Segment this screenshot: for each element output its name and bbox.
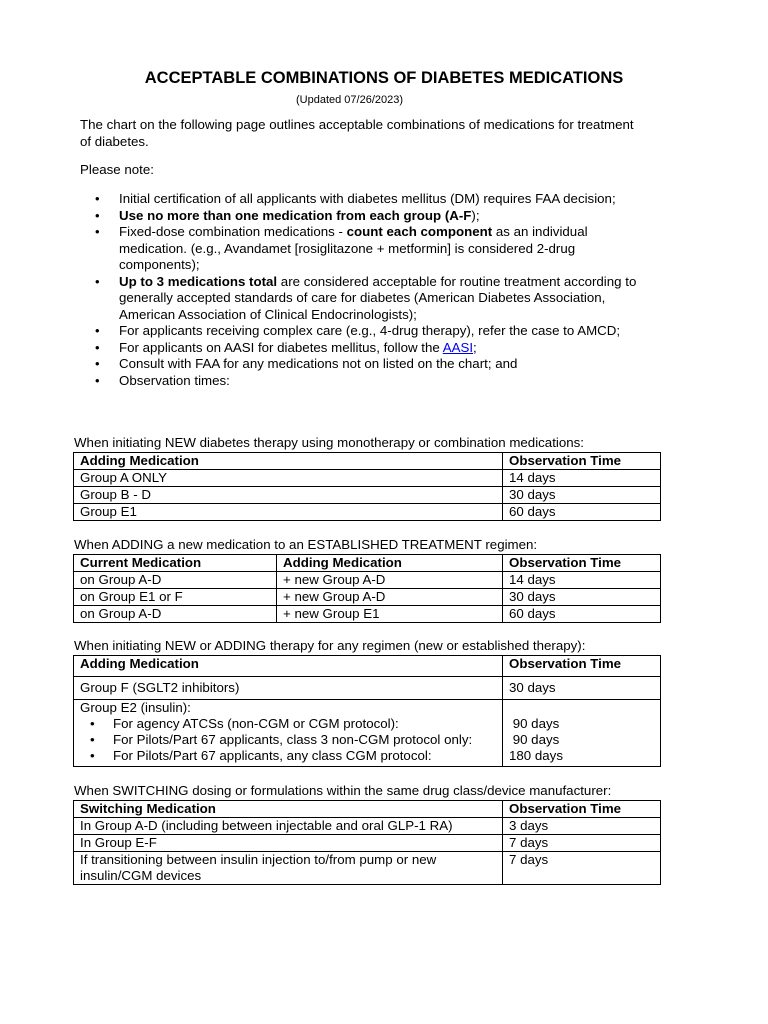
table4-caption: When SWITCHING dosing or formulations within the same drug class/device manufacturer: [74, 783, 612, 798]
observation-time: 90 days [509, 716, 560, 731]
any-regimen-table [73, 655, 661, 767]
column-header: Observation Time [503, 656, 661, 677]
table1-caption: When initiating NEW diabetes therapy using monotherapy or combination medications: [74, 435, 584, 450]
table-cell: In Group A-D (including between injectable and oral GLP-1 RA) [74, 818, 503, 835]
column-header: Switching Medication [74, 801, 503, 818]
table-row [74, 677, 661, 700]
column-header: Adding Medication [74, 656, 503, 677]
table-cell [74, 700, 503, 767]
note-item: • Observation times: [80, 373, 650, 390]
column-header: Observation Time [503, 555, 661, 572]
table-cell: + new Group E1 [277, 606, 503, 623]
established-treatment-table [73, 554, 661, 623]
please-note-label: Please note: [80, 162, 154, 177]
list-item: • For Pilots/Part 67 applicants, any class CGM protocol: [80, 748, 496, 764]
table-row [74, 852, 661, 885]
note-item: • For applicants receiving complex care (e.g., 4-drug therapy), refer the case to AMCD; [80, 323, 650, 340]
table-row [74, 606, 661, 623]
insulin-group-title: Group E2 (insulin): [80, 700, 191, 715]
aasi-link[interactable]: AASI [442, 339, 474, 355]
notes-list [80, 191, 650, 389]
table-row [74, 589, 661, 606]
column-header: Adding Medication [74, 453, 503, 470]
table-cell: 14 days [503, 470, 661, 487]
column-header: Observation Time [503, 453, 661, 470]
table-cell [503, 700, 661, 767]
table-cell: 30 days [503, 677, 661, 700]
list-item: • For Pilots/Part 67 applicants, class 3 non-CGM protocol only: [80, 732, 496, 748]
updated-date: (Updated 07/26/2023) [296, 94, 404, 106]
table-row [74, 504, 661, 521]
switching-table [73, 800, 661, 885]
table-cell: 14 days [503, 572, 661, 589]
table-cell: Group F (SGLT2 inhibitors) [74, 677, 503, 700]
table-header-row [74, 453, 661, 470]
intro-paragraph: The chart on the following page outlines acceptable combinations of medications for treatment of diabetes. [80, 117, 634, 149]
table-cell: + new Group A-D [277, 572, 503, 589]
table2-caption: When ADDING a new medication to an ESTABLISHED TREATMENT regimen: [74, 537, 538, 552]
note-item: • Use no more than one medication from each group (A-F); [80, 208, 650, 225]
table-cell: 60 days [503, 504, 661, 521]
note-item: • Initial certification of all applicants with diabetes mellitus (DM) requires FAA decision; [80, 191, 650, 208]
note-item: • Consult with FAA for any medications not on listed on the chart; and [80, 356, 650, 373]
table-cell: 30 days [503, 589, 661, 606]
table-row [74, 470, 661, 487]
table-cell: Group A ONLY [74, 470, 503, 487]
table-cell: on Group A-D [74, 606, 277, 623]
table-row [74, 818, 661, 835]
insulin-sublist [80, 716, 496, 764]
note-item: • For applicants on AASI for diabetes mellitus, follow the AASI; [80, 340, 650, 357]
table-header-row [74, 801, 661, 818]
table-row [74, 835, 661, 852]
table-cell: Group B - D [74, 487, 503, 504]
table-cell: 7 days [503, 835, 661, 852]
table-row [74, 700, 661, 767]
table-header-row [74, 555, 661, 572]
table-cell: If transitioning between insulin injection to/from pump or new insulin/CGM devices [74, 852, 503, 885]
table-cell: on Group A-D [74, 572, 277, 589]
observation-time: 180 days [509, 748, 563, 763]
list-item: • For agency ATCSs (non-CGM or CGM protocol): [80, 716, 496, 732]
table-cell: + new Group A-D [277, 589, 503, 606]
column-header: Current Medication [74, 555, 277, 572]
table-cell: 60 days [503, 606, 661, 623]
note-item: • Fixed-dose combination medications - count each component as an individual medication. (e.g., Avandamet [rosiglitazone + metformin] is considered 2-drug components); [80, 224, 650, 274]
column-header: Observation Time [503, 801, 661, 818]
table3-caption: When initiating NEW or ADDING therapy for any regimen (new or established therapy): [74, 638, 586, 653]
column-header: Adding Medication [277, 555, 503, 572]
observation-time: 90 days [509, 732, 560, 747]
table-cell: 7 days [503, 852, 661, 885]
table-cell: 30 days [503, 487, 661, 504]
table-cell: Group E1 [74, 504, 503, 521]
note-item: • Up to 3 medications total are considered acceptable for routine treatment according to generally accepted standards of care for diabetes (American Diabetes Association, American Association of Clinical Endocrinologists); [80, 274, 650, 324]
table-header-row [74, 656, 661, 677]
table-cell: 3 days [503, 818, 661, 835]
table-row [74, 487, 661, 504]
document-title: ACCEPTABLE COMBINATIONS OF DIABETES MEDICATIONS [144, 69, 624, 87]
new-therapy-table [73, 452, 661, 521]
table-cell: In Group E-F [74, 835, 503, 852]
table-row [74, 572, 661, 589]
table-cell: on Group E1 or F [74, 589, 277, 606]
